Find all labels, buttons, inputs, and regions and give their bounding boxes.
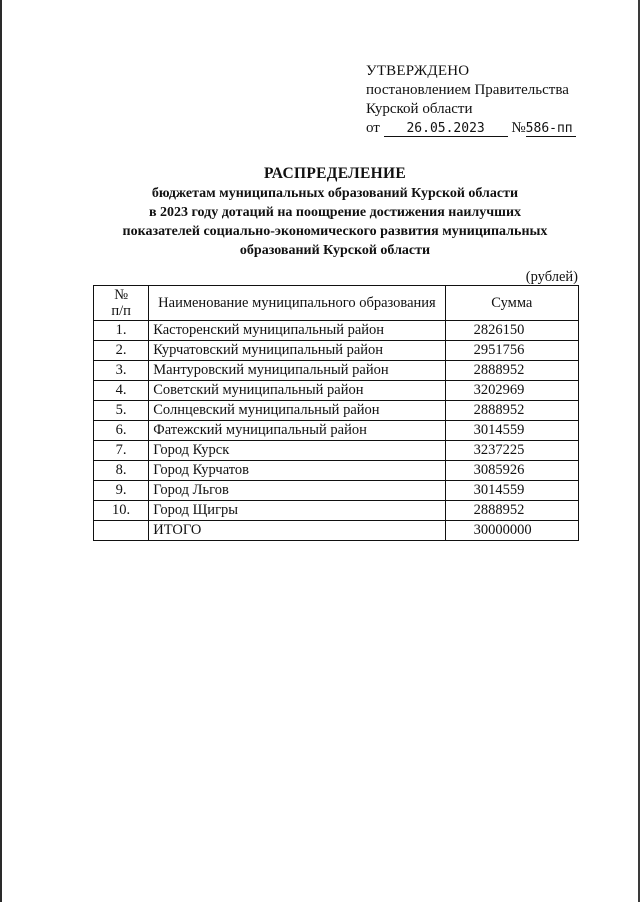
header-sum: Сумма bbox=[445, 286, 578, 321]
row-name: Касторенский муниципальный район bbox=[149, 321, 445, 341]
number-prefix: № bbox=[511, 120, 526, 136]
row-number: 2. bbox=[94, 341, 149, 361]
heading-line-1: бюджетам муниципальных образований Курской области bbox=[151, 186, 519, 201]
row-number: 5. bbox=[94, 401, 149, 421]
row-name: Курчатовский муниципальный район bbox=[149, 341, 445, 361]
row-name: Город Щигры bbox=[149, 501, 445, 521]
row-number: 4. bbox=[94, 381, 149, 401]
row-number: 1. bbox=[94, 321, 149, 341]
table-row bbox=[94, 501, 579, 521]
row-name: Фатежский муниципальный район bbox=[149, 421, 445, 441]
row-name: Мантуровский муниципальный район bbox=[149, 361, 445, 381]
heading-line-3: показателей социально-экономического развития муниципальных bbox=[122, 224, 548, 239]
table-row bbox=[94, 441, 579, 461]
approval-stamp-block bbox=[366, 62, 616, 138]
heading-line-2: в 2023 году дотаций на поощрение достижения наилучших bbox=[148, 205, 522, 220]
scan-edge-left bbox=[0, 0, 2, 902]
row-number: 7. bbox=[94, 441, 149, 461]
table-total-row bbox=[94, 521, 579, 541]
table-row bbox=[94, 461, 579, 481]
row-sum: 2888952 bbox=[445, 401, 578, 421]
total-number bbox=[94, 521, 149, 541]
table-row bbox=[94, 401, 579, 421]
row-number: 6. bbox=[94, 421, 149, 441]
row-sum: 3014559 bbox=[445, 421, 578, 441]
heading-line-4: образований Курской области bbox=[239, 243, 431, 258]
approval-date-line bbox=[366, 119, 616, 138]
heading-title: РАСПРЕДЕЛЕНИЕ bbox=[264, 165, 406, 182]
approval-line-2: Курской области bbox=[366, 101, 473, 117]
document-heading bbox=[90, 164, 580, 260]
units-label: (рублей) bbox=[525, 269, 578, 285]
row-name: Советский муниципальный район bbox=[149, 381, 445, 401]
table-row bbox=[94, 381, 579, 401]
header-number-pp: п/п bbox=[111, 303, 131, 319]
header-number bbox=[94, 286, 149, 321]
row-sum: 2826150 bbox=[445, 321, 578, 341]
row-number: 10. bbox=[94, 501, 149, 521]
row-sum: 3014559 bbox=[445, 481, 578, 501]
row-number: 9. bbox=[94, 481, 149, 501]
approval-line-1: постановлением Правительства bbox=[366, 82, 569, 98]
approved-label: УТВЕРЖДЕНО bbox=[366, 63, 470, 79]
row-name: Солнцевский муниципальный район bbox=[149, 401, 445, 421]
header-name: Наименование муниципального образования bbox=[149, 286, 445, 321]
table-row bbox=[94, 321, 579, 341]
table-body bbox=[94, 321, 579, 541]
table-row bbox=[94, 361, 579, 381]
row-name: Город Курчатов bbox=[149, 461, 445, 481]
total-sum: 30000000 bbox=[445, 521, 578, 541]
row-sum: 2951756 bbox=[445, 341, 578, 361]
approval-date: 26.05.2023 bbox=[384, 121, 508, 137]
row-sum: 3202969 bbox=[445, 381, 578, 401]
distribution-table bbox=[93, 285, 579, 541]
row-name: Город Курск bbox=[149, 441, 445, 461]
row-number: 3. bbox=[94, 361, 149, 381]
table-row bbox=[94, 421, 579, 441]
row-sum: 3237225 bbox=[445, 441, 578, 461]
total-label: ИТОГО bbox=[149, 521, 445, 541]
row-sum: 2888952 bbox=[445, 501, 578, 521]
table-row bbox=[94, 481, 579, 501]
row-number: 8. bbox=[94, 461, 149, 481]
header-number-symbol: № bbox=[114, 287, 129, 303]
table-row bbox=[94, 341, 579, 361]
table-header-row bbox=[94, 286, 579, 321]
approval-number: 586-пп bbox=[526, 121, 576, 137]
row-sum: 2888952 bbox=[445, 361, 578, 381]
row-name: Город Льгов bbox=[149, 481, 445, 501]
date-prefix: от bbox=[366, 120, 380, 136]
row-sum: 3085926 bbox=[445, 461, 578, 481]
